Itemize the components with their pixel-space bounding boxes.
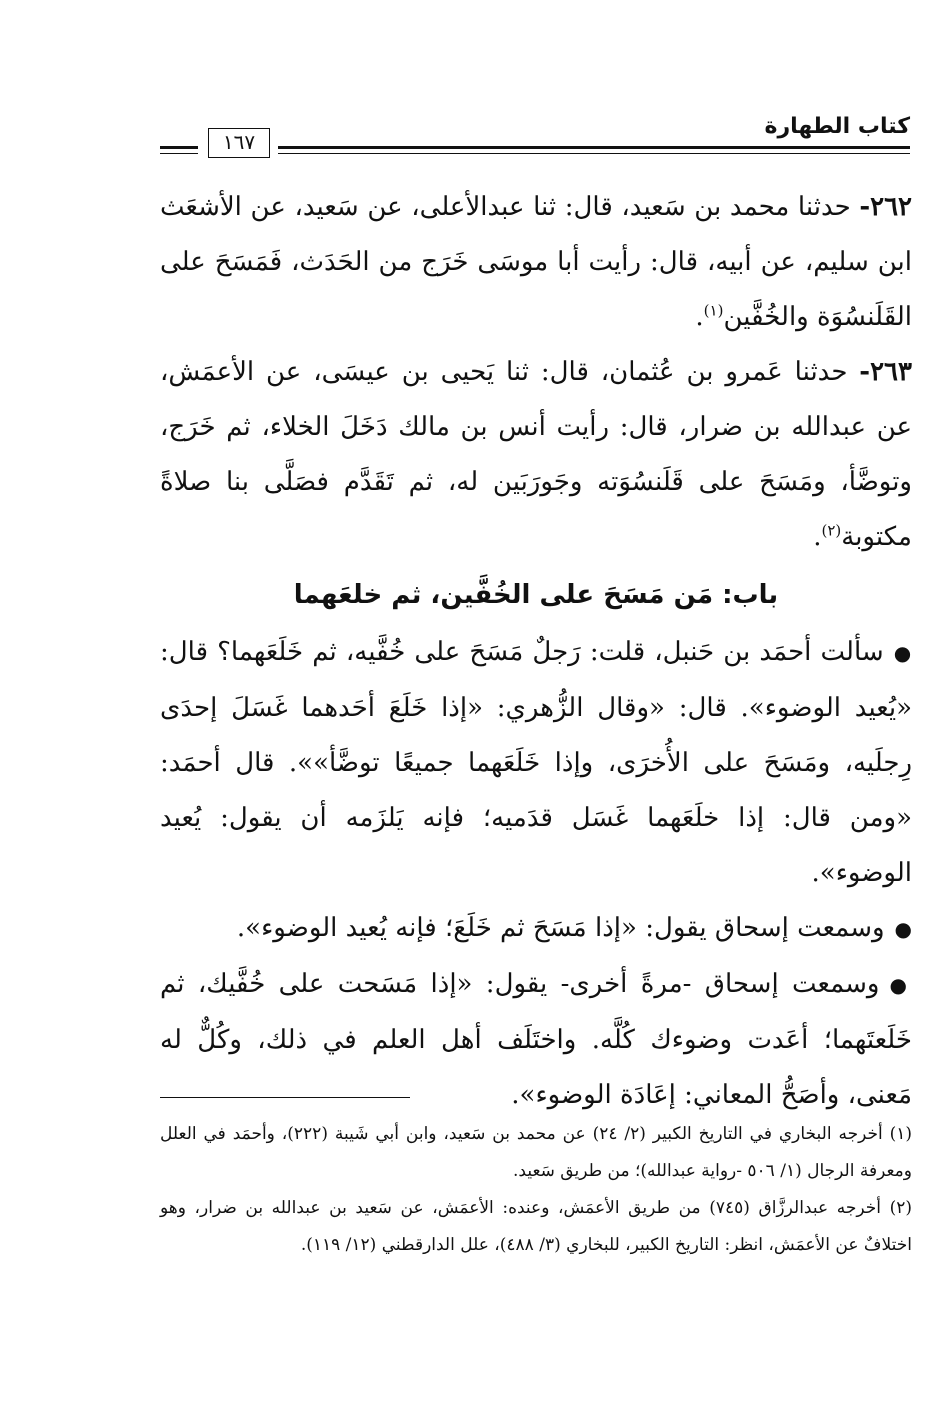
footnote-separator [160, 1097, 410, 1098]
sentence-end: . [813, 522, 822, 552]
hadith-text: حدثنا محمد بن سَعيد، قال: ثنا عبدالأعلى، عن سَعيد، عن الأشعَث ابن سليم، عن أبيه، قال: رأيت أبا موسَى خَرَج من الحَدَث، فَمَسَحَ على القَلَنسُوَة والخُفَّين [160, 192, 912, 332]
question-text: سألت أحمَد بن حَنبل، قلت: رَجلٌ مَسَحَ على خُفَّيه، ثم خَلَعَهما؟ قال: «يُعيد الوضوء». قال: «وقال الزُّهري: «إذا خَلَعَ أحَدهما غَسَلَ إحدَى رِجلَيه، ومَسَحَ على الأُخرَى، وإذا خَلَعَهما جميعًا توضَّأ»». قال أحمَد: «ومن قال: إذا خلَعَهما غَسَل قدَميه؛ فإنه يَلزَمه أن يقول: يُعيد الوضوء». [160, 637, 912, 888]
footnote-ref: (٢) [821, 521, 842, 540]
book-title: كتاب الطهارة [764, 114, 910, 139]
header-rule-left [160, 146, 198, 154]
header-rule-right [278, 146, 910, 154]
hadith-text: حدثنا عَمرو بن عُثمان، قال: ثنا يَحيى بن عيسَى، عن الأعمَش، عن عبدالله بن ضرار، قال: رأيت أنس بن مالك دَخَلَ الخلاء، ثم خَرَج، وتوضَّأ، ومَسَحَ على قَلَنسُوَته وجَورَبَين له، ثم تَقَدَّم فصَلَّى بنا صلاةً مكتوبة [160, 357, 912, 552]
bullet-icon: ● [889, 973, 913, 997]
main-text [160, 180, 912, 1123]
running-header [160, 108, 910, 158]
question-item [160, 625, 912, 901]
bullet-icon: ● [894, 917, 912, 941]
hadith-262 [160, 180, 912, 345]
hadith-number: ٢٦٣- [859, 357, 912, 387]
question-item [160, 901, 912, 957]
chapter-title: باب: مَن مَسَحَ على الخُفَّين، ثم خلعَهما [293, 580, 779, 610]
footnote-2: (٢) أخرجه عبدالرزَّاق (٧٤٥) من طريق الأعمَش، وعنده: الأعمَش، عن سَعيد بن عبدالله بن ضرار، وهو اختلافٌ عن الأعمَش، انظر: التاريخ الكبير، للبخاري (٣/ ٤٨٨)، علل الدارقطني (١٢/ ١١٩). [160, 1198, 912, 1255]
footnote-1: (١) أخرجه البخاري في التاريخ الكبير (٢/ ٢٤) عن محمد بن سَعيد، وابن أبي شَيبة (٢٢٢)، وأحمَد في العلل ومعرفة الرجال (١/ ٥٠٦ -رواية عبدالله)؛ من طريق سَعيد. [160, 1124, 912, 1181]
footnote-ref: (١) [703, 301, 724, 320]
page-number: ١٦٧ [208, 128, 270, 158]
hadith-263 [160, 345, 912, 565]
bullet-icon: ● [893, 641, 913, 665]
question-item [160, 957, 912, 1123]
footnotes [160, 1116, 912, 1264]
question-text: وسمعت إسحاق -مرةً أخرى- يقول: «إذا مَسَحت على خُفَّيك، ثم خَلَعتَهما؛ أعَدت وضوءك كُلَّه. واختَلَف أهل العلم في ذلك، وكُلٌّ له مَعنى، وأصَحُّ المعاني: إعَادَة الوضوء». [160, 969, 912, 1110]
sentence-end: . [695, 302, 704, 332]
hadith-number: ٢٦٢- [859, 192, 913, 222]
question-text: وسمعت إسحاق يقول: «إذا مَسَحَ ثم خَلَعَ؛ فإنه يُعيد الوضوء». [236, 913, 885, 943]
